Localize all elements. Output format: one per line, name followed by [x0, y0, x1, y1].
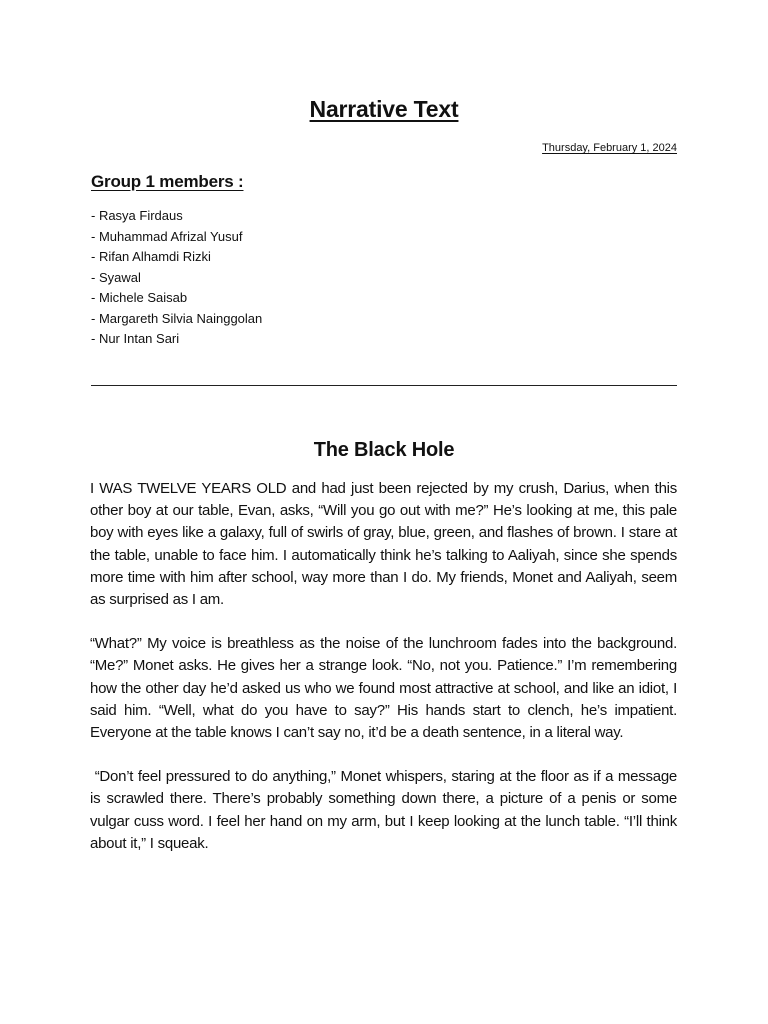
story-body [90, 478, 681, 877]
member-item: - Syawal [91, 269, 141, 285]
story-paragraph: I WAS TWELVE YEARS OLD and had just been rejected by my crush, Darius, when this other boy at our table, Evan, asks, “Will you go out with me?” He’s looking at me, this pale boy with eyes like a galaxy, full of swirls of gray, blue, green, and flashes of brown. I stare at the table, unable to face him. I automatically think he’s talking to Aaliyah, since she spends more time with him after school, way more than I do. My friends, Monet and Aaliyah, seem as surprised as I am. [90, 480, 677, 609]
horizontal-divider [91, 385, 677, 386]
story-paragraph: “What?” My voice is breathless as the noise of the lunchroom fades into the background. “Me?” Monet asks. He gives her a strange look. “No, not you. Patience.” I’m remembering how the other day he’d asked us who we found most attractive at school, and like an idiot, I said him. “Well, what do you have to say?” His hands start to clench, he’s impatient. Everyone at the table knows I can’t say no, it’d be a death sentence, in a literal way. [90, 635, 677, 742]
member-item: - Rasya Firdaus [91, 208, 183, 223]
members-list [91, 206, 262, 350]
story-paragraph: “Don’t feel pressured to do anything,” Monet whispers, staring at the floor as if a message is scrawled there. There’s probably something down there, a picture of a penis or some vulgar cuss word. I feel her hand on my arm, but I keep looking at the lunch table. “I’ll think about it,” I squeak. [90, 768, 681, 852]
story-title: The Black Hole [313, 439, 455, 461]
member-item: - Margareth Silvia Nainggolan [91, 310, 263, 326]
document-title: Narrative Text [309, 96, 459, 122]
member-item: - Michele Saisab [91, 290, 188, 305]
member-item: - Muhammad Afrizal Yusuf [91, 228, 243, 244]
member-item: - Rifan Alhamdi Rizki [91, 249, 211, 264]
document-date: Thursday, February 1, 2024 [542, 142, 677, 154]
group-members-heading: Group 1 members : [91, 172, 244, 191]
member-item: - Nur Intan Sari [91, 331, 180, 346]
